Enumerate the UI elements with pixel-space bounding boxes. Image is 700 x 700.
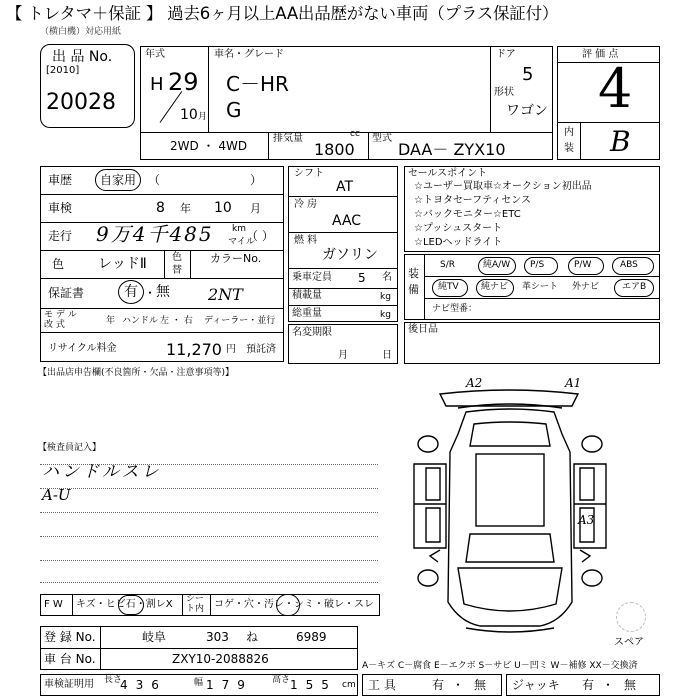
registration-pref: 岐阜 <box>142 630 167 644</box>
shift-value: AT <box>336 179 354 195</box>
capacity-unit: 名 <box>382 272 392 283</box>
color-change-label-1: 色 <box>172 252 182 263</box>
drive-type: 2WD ・ 4WD <box>170 139 248 153</box>
car-grade: G <box>226 98 242 122</box>
fw-label: F W <box>44 599 63 610</box>
color-label: 色 <box>52 257 65 271</box>
warranty-yes: 有 <box>124 284 138 300</box>
later-items-box <box>404 322 660 364</box>
spare-tire-circle <box>616 602 646 632</box>
width-value: 179 <box>206 678 253 692</box>
drive-2wd-circle <box>165 134 199 156</box>
fw-items: キズ・ヒビ石・割レX <box>76 599 173 610</box>
fw-stone-chip-circle <box>118 595 144 615</box>
tools-no: 無 <box>474 678 487 692</box>
damage-mark-a3: A3 <box>578 513 595 527</box>
inspection-month: 10 <box>214 200 232 216</box>
width-label: 幅 <box>194 678 204 688</box>
chassis-label: 車 台 No. <box>44 652 96 666</box>
height-label: 高さ <box>272 675 291 685</box>
load-unit: kg <box>380 292 391 302</box>
model-value: DAA－ ZYX10 <box>398 140 506 159</box>
capacity-label: 乗車定員 <box>292 272 332 283</box>
ac-value: AAC <box>332 213 362 229</box>
inspection-label: 車検 <box>48 201 73 215</box>
interior-label-1: 内 <box>564 127 574 138</box>
warranty-label: 保証書 <box>48 286 85 300</box>
lot-year-tag: [2010] <box>46 65 80 76</box>
recycle-label: リサイクル料金 <box>48 343 117 354</box>
color-value: レッドⅡ <box>98 256 147 272</box>
displacement-unit: cc <box>350 129 360 139</box>
year-label: 年式 <box>145 49 165 60</box>
warranty-yes-circle <box>118 280 144 304</box>
chassis-value: ZXY10-2088826 <box>172 652 269 666</box>
registration-number: 6989 <box>296 630 327 644</box>
year-value: 29 <box>168 68 199 96</box>
height-value: 155 <box>290 678 337 692</box>
mileage-unit-km: km <box>232 224 246 234</box>
score-label: 評 価 点 <box>582 49 619 60</box>
jack-label: ジャッキ <box>512 678 560 692</box>
banner-title: 【 トレタマ＋保証 】 過去6ヶ月以上AA出品歴がない車両（プラス保証付） <box>6 4 559 23</box>
seat-items: コゲ・穴・汚レ・シミ・破レ・スレ <box>214 599 374 610</box>
sales-point-item: ☆バックモニター☆ETC <box>414 209 521 220</box>
equipment-item-ps: P/S <box>530 260 545 270</box>
car-name-label: 車名・グレード <box>214 49 284 60</box>
sales-point-item: ☆プッシュスタート <box>414 223 503 234</box>
color-change-label-2: 替 <box>172 265 182 276</box>
equipment-navi-circle <box>476 279 514 297</box>
shape-value: ワゴン <box>506 103 548 119</box>
model-row-lr: 左 ・ 右 <box>160 316 193 326</box>
mileage-value: 9万4千485 <box>96 222 214 246</box>
model-row-label-1: モ デ ル <box>44 310 77 320</box>
seat-label-2: ト内 <box>186 604 205 614</box>
equipment-item-leather: 革シート <box>522 282 559 292</box>
length-label: 長さ <box>104 675 123 685</box>
recycle-note: 預託済 <box>246 344 276 355</box>
equipment-item-airbag: エアB <box>622 282 647 292</box>
length-value: 436 <box>120 678 167 692</box>
sales-point-item: ☆LEDヘッドライト <box>414 237 503 248</box>
equipment-abs-circle <box>612 257 654 275</box>
shape-label: 形状 <box>494 87 514 98</box>
equipment-ps-circle <box>524 257 558 275</box>
displacement-label: 排気量 <box>273 133 303 144</box>
model-row-dealer: ディーラー・並行 <box>204 316 276 326</box>
equipment-item-ext-navi: 外ナビ <box>572 282 600 292</box>
name-change-label: 名変期限 <box>292 327 332 338</box>
car-damage-diagram <box>400 372 670 640</box>
recycle-amount: 11,270 <box>166 340 222 359</box>
model-row-label-2: 改 式 <box>44 320 65 330</box>
navi-model-label: ナビ型番： <box>432 304 478 314</box>
score-value: 4 <box>598 57 633 120</box>
later-items-label: 後日品 <box>408 324 438 335</box>
warranty-no: 無 <box>156 284 170 300</box>
equipment-label-1: 装 <box>408 267 419 280</box>
seat-label-1: シー <box>186 594 205 604</box>
jack-yes: 有 <box>582 678 595 692</box>
registration-kana: ね <box>246 630 259 644</box>
jack-sep: ・ <box>602 678 615 692</box>
inspection-year: 8 <box>156 200 165 216</box>
inspection-year-unit: 年 <box>180 202 191 215</box>
lot-number: 20028 <box>46 90 116 115</box>
interior-label-2: 装 <box>564 143 574 154</box>
damage-legend: A－キズ C－腐食 E－エクボ S－サビ U－凹ミ W－補修 XX－交換済 <box>362 661 638 671</box>
month-unit: 月 <box>198 112 208 122</box>
seat-dirt-circle <box>276 594 300 616</box>
model-row-year: 年 <box>106 316 116 326</box>
history-value: 自家用 <box>100 173 137 187</box>
equipment-aw-circle <box>478 257 516 275</box>
interior-value: B <box>610 125 631 158</box>
mileage-unit-mile: マイル <box>228 237 255 247</box>
registration-label: 登 録 No. <box>44 630 96 644</box>
color-no-value: 2NT <box>208 285 243 304</box>
tools-label: 工 具 <box>368 678 396 692</box>
dealer-note-label: 【出品店申告欄(不良箇所・欠品・注意事項等)】 <box>38 368 235 378</box>
warranty-sep: ・ <box>144 286 157 300</box>
equipment-pw-circle <box>568 257 604 275</box>
mileage-paren: （ ） <box>246 229 274 243</box>
inspection-month-unit: 月 <box>250 202 261 215</box>
inspector-note-2: A-U <box>42 486 71 504</box>
history-label: 車歴 <box>48 173 73 187</box>
doors-label: ドア <box>496 49 516 60</box>
tools-yes: 有 <box>432 678 445 692</box>
inspector-label: 【検査員記入】 <box>38 443 102 453</box>
color-no-label: カラーNo. <box>210 252 262 265</box>
weight-label: 総重量 <box>292 308 322 319</box>
certificate-label: 車検証明用 <box>44 679 94 690</box>
shift-label: シフト <box>294 168 324 179</box>
equipment-item-tv: 純TV <box>438 282 459 292</box>
model-row-handle: ハンドル <box>122 316 159 326</box>
equipment-airbag-circle <box>614 279 654 297</box>
jack-no: 無 <box>624 678 637 692</box>
equipment-item-pw: P/W <box>574 260 592 270</box>
sales-points-label: セールスポイント <box>408 168 488 179</box>
ac-label: 冷 房 <box>294 199 318 210</box>
sales-point-item: ☆ユーザー買取車☆オークション初出品 <box>414 181 592 192</box>
spare-tire-label: スペア <box>614 637 644 648</box>
name-change-day: 日 <box>382 350 392 361</box>
history-circle <box>95 169 141 191</box>
recycle-unit: 円 <box>226 344 236 355</box>
equipment-item-navi: 純ナビ <box>481 282 509 292</box>
damage-mark-a2: A2 <box>466 376 483 390</box>
displacement-value: 1800 <box>314 140 355 159</box>
tools-sep: ・ <box>452 678 465 692</box>
weight-unit: kg <box>380 310 391 320</box>
model-label: 型式 <box>372 133 392 144</box>
equipment-item-sr: S/R <box>440 260 455 270</box>
load-label: 積載量 <box>292 290 322 301</box>
lot-label: 出 品 No. <box>52 49 113 65</box>
doors-value: 5 <box>522 64 534 85</box>
equipment-tv-circle <box>432 279 468 297</box>
inspector-note-1: ハンドルスレ <box>42 462 162 482</box>
car-name: C－HR <box>226 72 289 96</box>
equipment-item-aw: 純A/W <box>483 260 511 270</box>
year-era: H <box>150 74 164 95</box>
mileage-label: 走行 <box>48 229 73 243</box>
equipment-item-abs: ABS <box>620 260 638 270</box>
history-paren-open: （ <box>148 173 161 187</box>
fuel-label: 燃 料 <box>294 235 318 246</box>
sales-point-item: ☆トヨタセーフティセンス <box>414 195 531 206</box>
history-paren-close: ） <box>250 173 263 187</box>
banner-cut-text: （横白機）対応用紙 <box>40 27 122 37</box>
name-change-month: 月 <box>338 350 348 361</box>
dimension-unit: cm <box>342 680 356 690</box>
registration-class: 303 <box>206 630 229 644</box>
capacity-value: 5 <box>358 271 366 285</box>
equipment-label-2: 備 <box>408 283 419 296</box>
damage-mark-a1: A1 <box>565 376 582 390</box>
month-value: 10 <box>180 107 198 123</box>
fuel-value: ガソリン <box>322 247 378 263</box>
